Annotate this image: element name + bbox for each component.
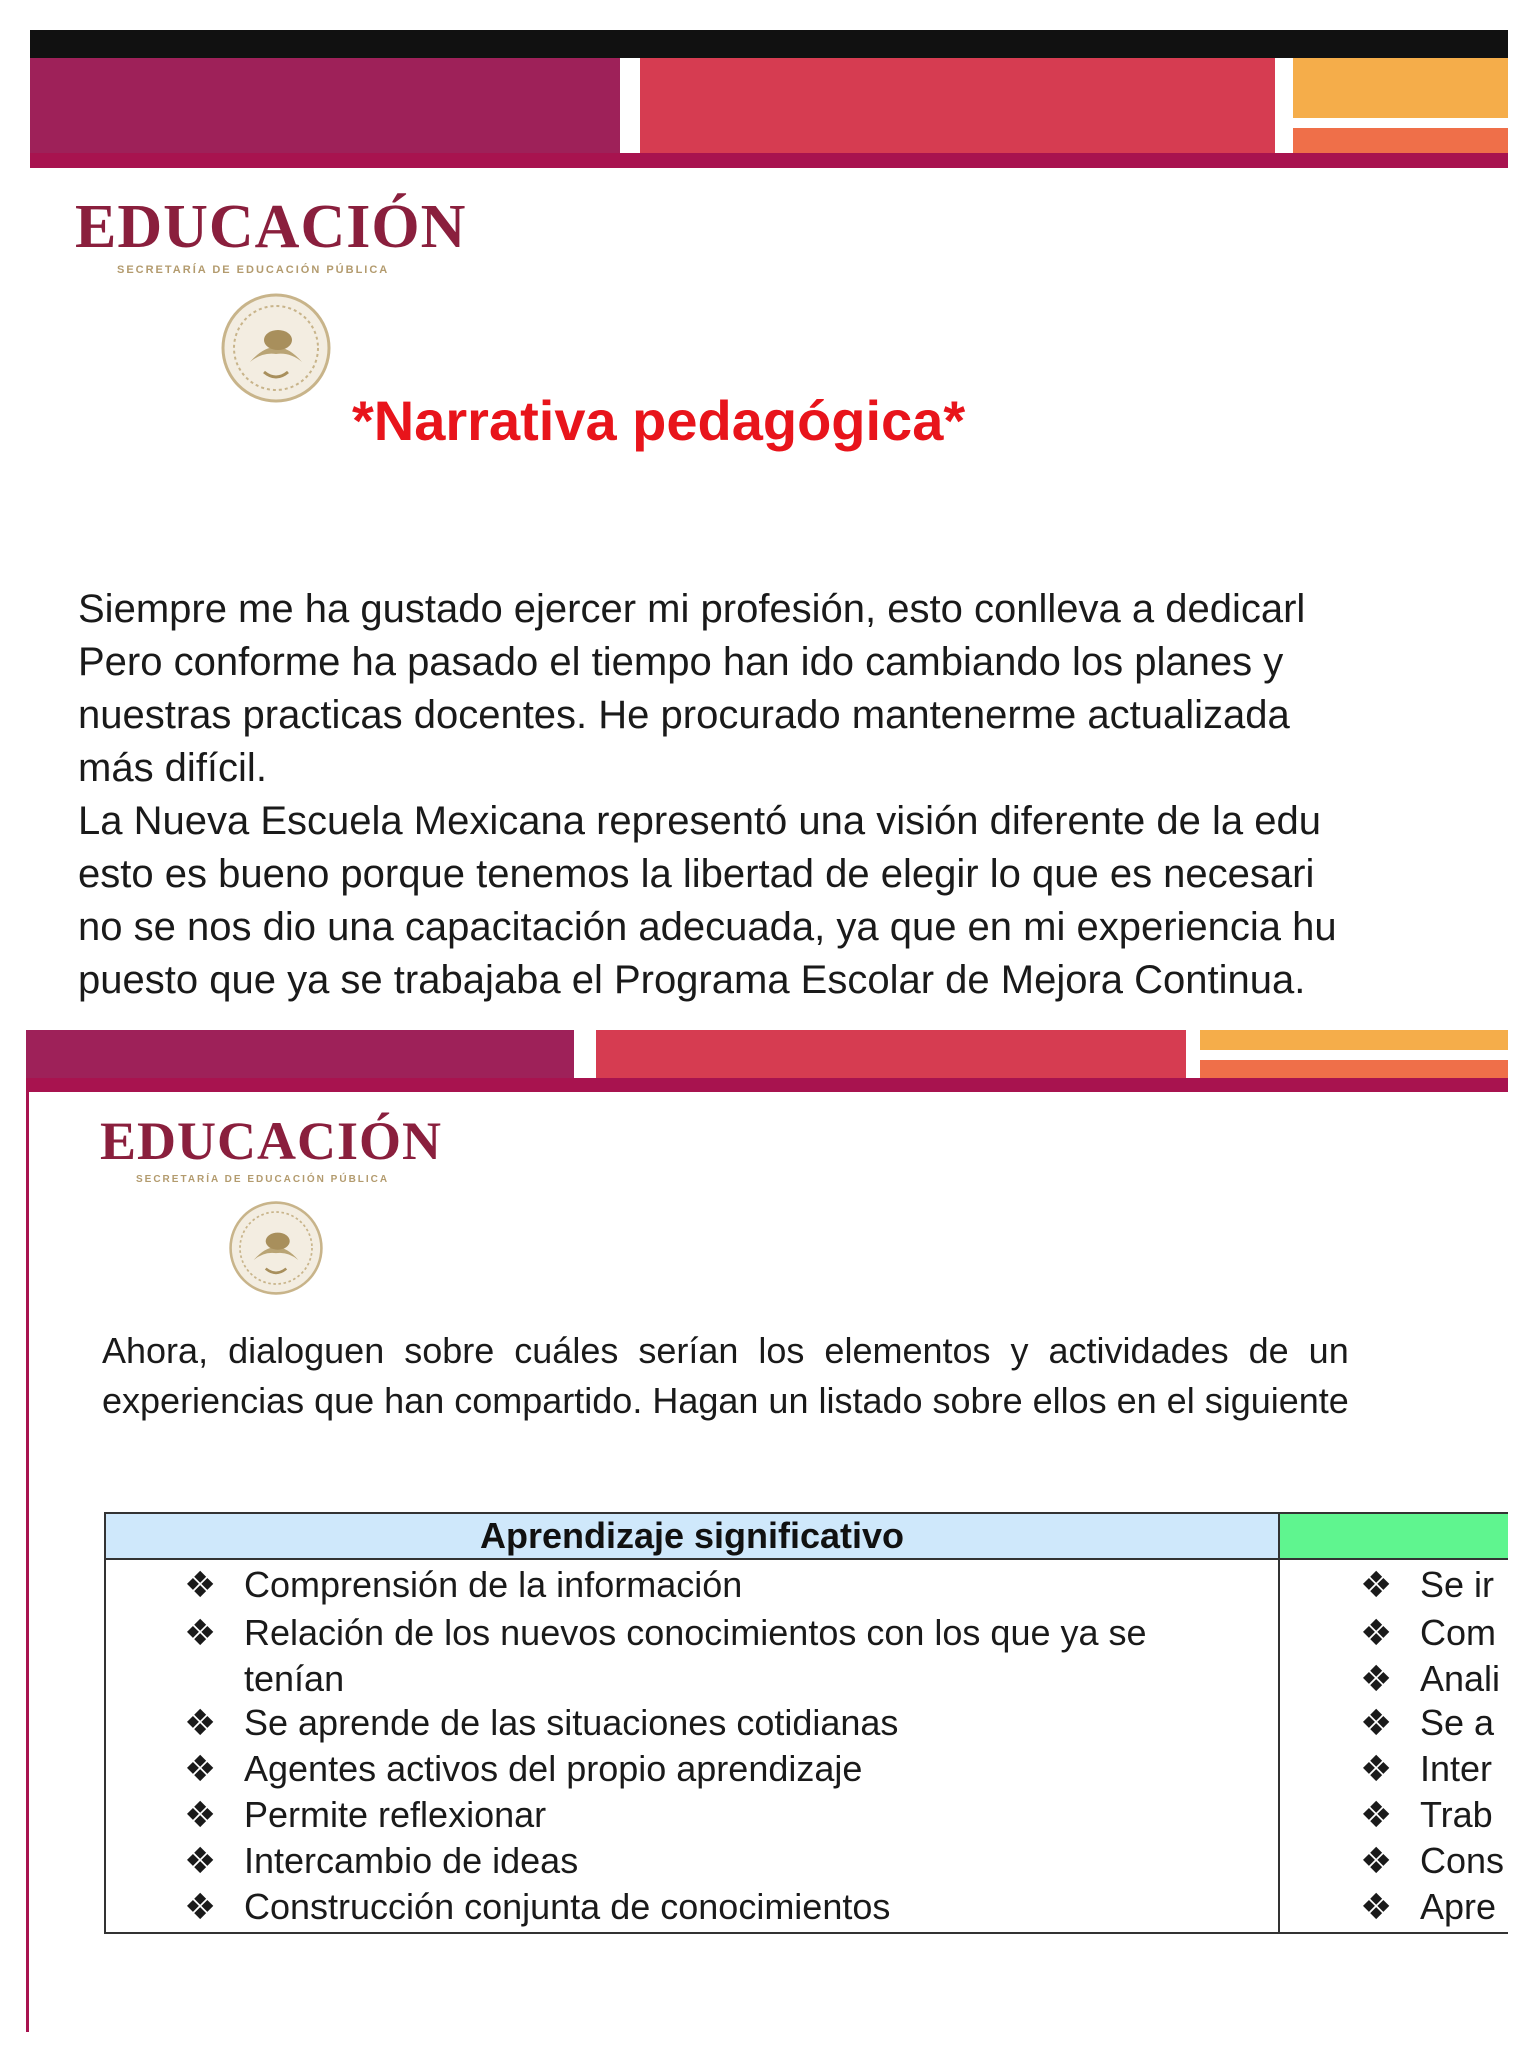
page-2-left-rule [26,1092,29,2032]
list-item: Relación de los nuevos conocimientos con los que ya se [244,1612,1147,1653]
bullet-icon: ❖ [1360,1612,1393,1653]
bullet-icon: ❖ [1360,1658,1393,1699]
bullet-icon: ❖ [1360,1886,1393,1927]
list-item: Intercambio de ideas [244,1840,579,1881]
list-item: Permite reflexionar [244,1794,547,1835]
bullet-icon: ❖ [1360,1748,1393,1789]
table-column-divider [1278,1512,1280,1934]
band-orange [1200,1030,1508,1050]
band-maroon [26,1030,574,1078]
intro-line: Ahora, dialoguen sobre cuáles serían los elementos y actividades de un [102,1330,1349,1371]
paragraph-line: esto es bueno porque tenemos la libertad de elegir lo que es necesari [78,852,1315,896]
comparison-table [104,1512,1508,1938]
header-color-bands [30,58,1508,168]
intro-paragraph [102,1326,1508,1426]
paragraph-line: La Nueva Escuela Mexicana representó una visión diferente de la edu [78,799,1322,843]
band-red [640,58,1275,153]
list-item: Cons [1420,1840,1505,1881]
education-logo-subtitle-2: SECRETARÍA DE EDUCACIÓN PÚBLICA [136,1174,390,1185]
list-item: tenían [244,1658,345,1699]
band-maroon [30,58,620,153]
bullet-icon: ❖ [184,1702,217,1743]
paragraph-line: nuestras practicas docentes. He procurado mantenerme actualizada [78,693,1290,737]
paragraph-line: Siempre me ha gustado ejercer mi profesión, esto conlleva a dedicarl [78,587,1306,631]
band-red [596,1030,1186,1078]
paragraph-line: más difícil. [78,746,267,790]
bullet-icon: ❖ [1360,1564,1393,1605]
bullet-icon: ❖ [184,1748,217,1789]
header-black-strip [30,30,1508,58]
list-item: Se aprende de las situaciones cotidianas [244,1702,899,1743]
bullet-icon: ❖ [184,1840,217,1881]
table-header-col1 [106,1514,1278,1560]
narrative-paragraph [78,583,1508,1007]
bullet-icon: ❖ [184,1612,217,1653]
mexico-seal-icon [220,292,332,404]
education-logo-subtitle: SECRETARÍA DE EDUCACIÓN PÚBLICA [117,264,390,276]
bullet-icon: ❖ [1360,1840,1393,1881]
bullet-icon: ❖ [184,1794,217,1835]
bullet-icon: ❖ [1360,1702,1393,1743]
page-title: *Narrativa pedagógica* [352,389,966,452]
bullet-icon: ❖ [1360,1794,1393,1835]
band-underline [30,153,1508,168]
list-item: Construcción conjunta de conocimientos [244,1886,891,1927]
paragraph-line: no se nos dio una capacitación adecuada, ya que en mi experiencia hu [78,905,1337,949]
band-divider-white [620,58,640,153]
list-item: Se ir [1420,1564,1495,1605]
list-item: Inter [1420,1748,1493,1789]
list-item: Se a [1420,1702,1495,1743]
education-logo-title-2: EDUCACIÓN [100,1111,443,1171]
band-divider-white-2 [1275,58,1293,153]
col1-header-text: Aprendizaje significativo [479,1515,905,1556]
band-coral [1293,128,1508,153]
bullet-icon: ❖ [184,1564,217,1605]
list-item: Trab [1420,1794,1493,1835]
intro-line: experiencias que han compartido. Hagan un listado sobre ellos en el siguiente [102,1380,1349,1421]
band-orange [1293,58,1508,118]
list-item: Com [1420,1612,1497,1653]
band-divider-white-2 [1186,1030,1200,1078]
list-item: Apre [1420,1886,1497,1927]
header-color-bands-2 [26,1030,1508,1092]
band-underline [26,1078,1508,1092]
table-header-col2 [1280,1514,1508,1560]
list-item: Anali [1420,1658,1501,1699]
band-divider-white [574,1030,596,1078]
bullet-icon: ❖ [184,1886,217,1927]
band-coral [1200,1060,1508,1078]
paragraph-line: Pero conforme ha pasado el tiempo han ido cambiando los planes y [78,640,1284,684]
list-item: Agentes activos del propio aprendizaje [244,1748,863,1789]
list-item: Comprensión de la información [244,1564,743,1605]
mexico-seal-icon [228,1200,324,1296]
paragraph-line: puesto que ya se trabajaba el Programa Escolar de Mejora Continua. [78,958,1306,1002]
education-logo-title: EDUCACIÓN [75,193,467,261]
